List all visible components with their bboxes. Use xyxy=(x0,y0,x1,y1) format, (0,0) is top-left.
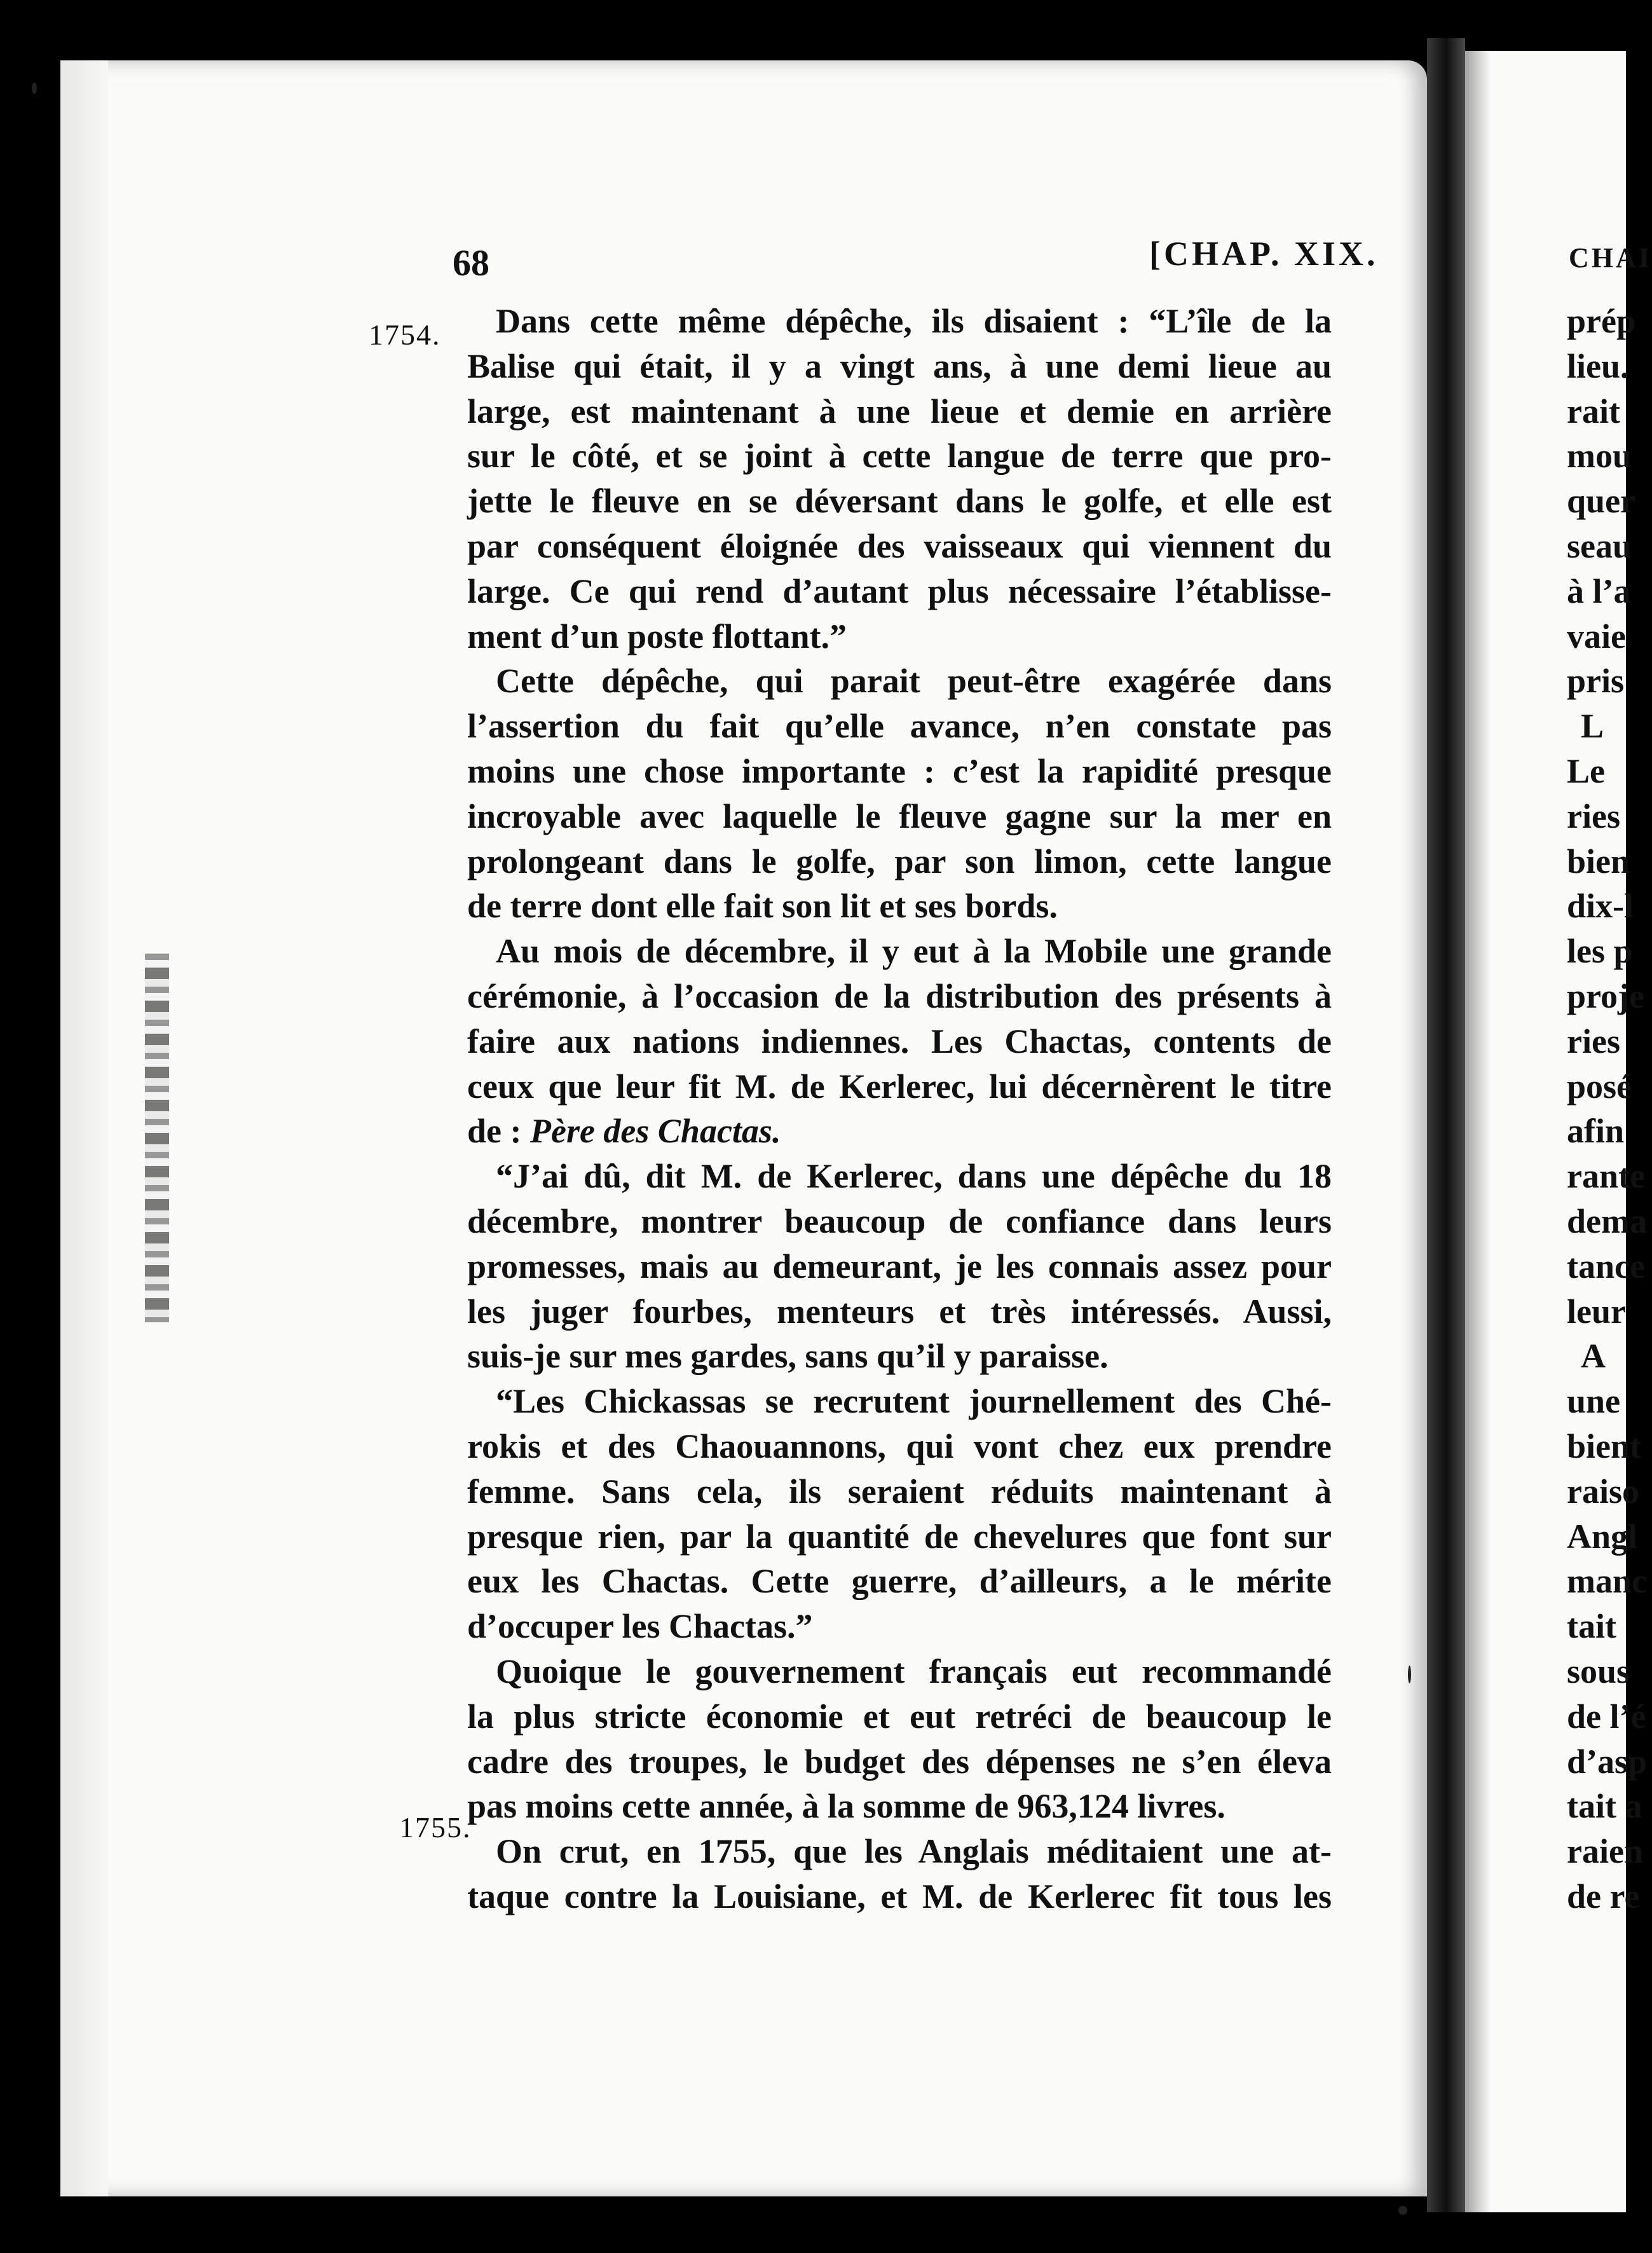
text-fragment: ries xyxy=(1567,797,1620,835)
text-line: taque contre la Louisiane, et M. de Kerlerec fit tous les xyxy=(467,1877,1332,1915)
scan-speck xyxy=(1398,2206,1407,2215)
text-line: d’occuper les Chactas.” xyxy=(467,1607,813,1646)
text-fragment: lieu. xyxy=(1567,346,1629,385)
text-fragment: une xyxy=(1567,1382,1621,1421)
right-running-head: CHAI xyxy=(1569,242,1652,273)
text-fragment: sous xyxy=(1567,1652,1630,1690)
text-line: Cette dépêche, qui parait peut-être exagérée dans xyxy=(496,662,1332,701)
text-fragment: de : xyxy=(467,1112,530,1151)
text-fragment: Angl xyxy=(1567,1517,1638,1556)
right-page-text xyxy=(1567,299,1648,1919)
text-fragment: manc xyxy=(1567,1562,1647,1601)
margin-year-1755: 1755. xyxy=(399,1811,472,1844)
text-line: large. Ce qui rend d’autant plus nécessaire l’établisse- xyxy=(467,572,1332,610)
text-fragment: bient xyxy=(1567,1427,1642,1465)
page-number: 68 xyxy=(453,242,489,284)
text-line: les juger fourbes, menteurs et très intéressés. Aussi, xyxy=(467,1292,1332,1331)
text-fragment: dix-l xyxy=(1567,887,1634,926)
text-line: On crut, en 1755, que les Anglais méditaient une at- xyxy=(496,1832,1332,1871)
text-fragment: tait a xyxy=(1567,1787,1642,1826)
text-fragment: posé xyxy=(1567,1067,1632,1106)
text-line: décembre, montrer beaucoup de confiance dans leurs xyxy=(467,1202,1332,1240)
text-fragment: d’asp xyxy=(1567,1742,1648,1781)
text-fragment: de re xyxy=(1567,1877,1640,1915)
text-line: faire aux nations indiennes. Les Chactas, contents de xyxy=(467,1022,1332,1060)
text-fragment: raien xyxy=(1567,1832,1643,1871)
text-line: cérémonie, à l’occasion de la distribution des présents à xyxy=(467,976,1332,1015)
text-fragment: bien xyxy=(1567,842,1630,880)
text-line: presque rien, par la quantité de chevelures que font sur xyxy=(467,1517,1332,1556)
binding-stitch-marks xyxy=(145,954,169,1322)
text-line: femme. Sans cela, ils seraient réduits maintenant à xyxy=(467,1472,1332,1510)
text-line: prolongeant dans le golfe, par son limon, cette langue xyxy=(467,842,1332,880)
text-fragment: ries xyxy=(1567,1022,1620,1060)
text-line: cadre des troupes, le budget des dépenses ne s’en éleva xyxy=(467,1742,1332,1781)
text-line: eux les Chactas. Cette guerre, d’ailleurs, a le mérite xyxy=(467,1562,1332,1601)
text-line: moins une chose importante : c’est la rapidité presque xyxy=(467,751,1332,790)
page-edge xyxy=(60,60,108,2196)
text-line: “J’ai dû, dit M. de Kerlerec, dans une dépêche du 18 xyxy=(496,1157,1332,1196)
text-line-with-italic xyxy=(467,1109,1332,1154)
text-line: ment d’un poste flottant.” xyxy=(467,617,847,655)
text-fragment: de l’é xyxy=(1567,1697,1646,1736)
text-fragment: rante xyxy=(1567,1157,1645,1196)
scan-speck xyxy=(32,83,37,94)
text-line: pas moins cette année, à la somme de 963,124 livres. xyxy=(467,1787,1225,1826)
scan-speck xyxy=(1408,1666,1411,1683)
text-line: Au mois de décembre, il y eut à la Mobile une grande xyxy=(496,932,1332,971)
text-fragment: vaie xyxy=(1567,617,1626,655)
text-line: Balise qui était, il y a vingt ans, à une demi lieue au xyxy=(467,346,1332,385)
text-fragment: mou xyxy=(1567,437,1632,476)
text-line: jette le fleuve en se déversant dans le golfe, et elle est xyxy=(467,482,1332,521)
text-fragment: pris xyxy=(1567,662,1625,701)
text-line: promesses, mais au demeurant, je les connais assez pour xyxy=(467,1247,1332,1285)
text-fragment: les p xyxy=(1567,932,1633,971)
text-line: la plus stricte économie et eut retréci de beaucoup le xyxy=(467,1697,1332,1736)
right-page-shadow xyxy=(1465,51,1491,2212)
text-line: incroyable avec laquelle le fleuve gagne sur la mer en xyxy=(467,797,1332,835)
text-line: sur le côté, et se joint à cette langue de terre que pro- xyxy=(467,437,1332,476)
text-fragment: A xyxy=(1581,1337,1606,1376)
text-line: par conséquent éloignée des vaisseaux qui viennent du xyxy=(467,526,1332,565)
italic-title: Père des Chactas. xyxy=(529,1112,781,1151)
text-line: Dans cette même dépêche, ils disaient : “L’île de la xyxy=(496,302,1332,340)
text-fragment: prép xyxy=(1567,302,1635,340)
text-line: Quoique le gouvernement français eut recommandé xyxy=(496,1652,1332,1690)
book-gutter xyxy=(1427,38,1465,2212)
text-fragment: L xyxy=(1581,707,1604,746)
text-fragment: proje xyxy=(1567,976,1644,1015)
text-fragment: quer xyxy=(1567,482,1635,521)
text-line: ceux que leur fit M. de Kerlerec, lui décernèrent le titre xyxy=(467,1067,1332,1106)
text-line: suis-je sur mes gardes, sans qu’il y paraisse. xyxy=(467,1337,1109,1376)
text-line: large, est maintenant à une lieue et demie en arrière xyxy=(467,392,1332,430)
text-fragment: rait xyxy=(1567,392,1620,430)
text-fragment: seau xyxy=(1567,526,1632,565)
text-fragment: Le xyxy=(1567,751,1605,790)
text-line: “Les Chickassas se recrutent journellement des Ché- xyxy=(496,1382,1332,1421)
text-line: l’assertion du fait qu’elle avance, n’en constate pas xyxy=(467,707,1332,746)
text-fragment: raiso xyxy=(1567,1472,1639,1510)
text-line: rokis et des Chaouannons, qui vont chez eux prendre xyxy=(467,1427,1332,1465)
text-fragment: tance xyxy=(1567,1247,1645,1285)
body-text xyxy=(467,299,1332,1919)
text-fragment: leur xyxy=(1567,1292,1626,1331)
text-fragment: tait xyxy=(1567,1607,1616,1646)
text-line: de terre dont elle fait son lit et ses bords. xyxy=(467,887,1058,926)
margin-year-1754: 1754. xyxy=(369,318,441,351)
running-head: [CHAP. XIX. xyxy=(1149,235,1379,273)
text-fragment: à l’a xyxy=(1567,572,1631,610)
text-fragment: afin xyxy=(1567,1112,1625,1151)
text-fragment: dema xyxy=(1567,1202,1647,1240)
